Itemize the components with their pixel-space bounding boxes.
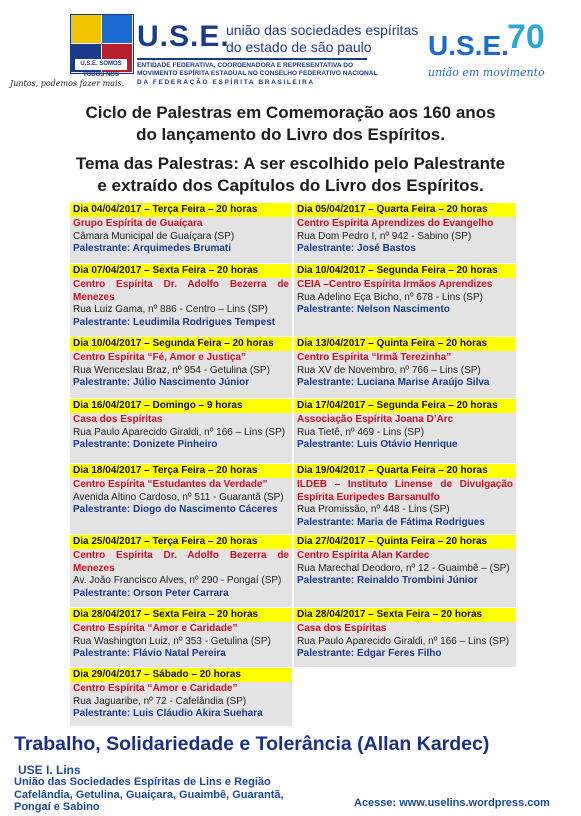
event-date: Dia 27/04/2017 – Quinta Feira – 20 horas xyxy=(294,535,516,549)
event-date: Dia 29/04/2017 – Sábado – 20 horas xyxy=(70,668,292,682)
event-date: Dia 16/04/2017 – Domingo – 9 horas xyxy=(70,399,292,413)
event-date: Dia 17/04/2017 – Segunda Feira – 20 horas xyxy=(294,399,516,413)
slogan: Juntos, podemos fazer mais. xyxy=(10,79,125,88)
footer-org-short: USE I. Lins xyxy=(18,763,81,777)
use70-tagline: união em movimento xyxy=(428,66,545,79)
use70-number: 70 xyxy=(507,18,545,56)
event-address: Rua XV de Novembro, nº 766 – Lins (SP) xyxy=(297,364,481,376)
event-center: Associação Espírita Joana D’Arc xyxy=(297,414,454,425)
footer-line1: União das Sociedades Espíritas de Lins e Região xyxy=(14,776,271,788)
event-speaker: Palestrante: Orson Peter Carrara xyxy=(73,587,229,599)
event-date: Dia 19/04/2017 – Quarta Feira – 20 horas xyxy=(294,464,516,478)
logo-badge-text: U.S.E. SOMOS TODOS NÓS xyxy=(75,59,127,70)
event-card xyxy=(70,264,292,336)
website-link[interactable]: Acesse: www.uselins.wordpress.com xyxy=(354,797,550,809)
event-center: Centro Espírita Alan Kardec xyxy=(297,550,430,561)
event-date: Dia 05/04/2017 – Quarta Feira – 20 horas xyxy=(294,203,516,217)
event-address: Rua Luiz Gama, nº 886 - Centro – Lins (SP) xyxy=(73,304,268,315)
event-speaker: Palestrante: Diogo do Nascimento Cáceres xyxy=(73,504,278,515)
event-address: Rua Wenceslau Braz, nº 954 - Getulina (SP) xyxy=(73,364,270,376)
event-center: Centro Espírita Aprendizes do Evangelho xyxy=(297,218,494,229)
theme-line1: Tema das Palestras: A ser escolhido pelo Palestrante xyxy=(75,154,506,173)
federation-line2: MOVIMENTO ESPÍRITA ESTADUAL NO CONSELHO FEDERATIVO NACIONAL xyxy=(137,70,378,77)
event-address: Rua Jaguaribe, nº 72 - Cafelândia (SP) xyxy=(73,695,247,707)
event-address: Rua Marechal Deodoro, nº 12 - Guaimbê – (SP) xyxy=(297,562,510,574)
event-center: Grupo Espírita de Guaíçara xyxy=(73,218,203,229)
event-card xyxy=(70,608,292,667)
event-center: Casa dos Espíritas xyxy=(73,414,163,425)
event-card xyxy=(294,464,516,534)
event-center: Casa dos Espíritas xyxy=(297,623,387,634)
event-address: Rua Promissão, nº 448 - Lins (SP) xyxy=(297,504,450,515)
event-speaker: Palestrante: Luis Otávio Henrique xyxy=(297,439,458,450)
event-speaker: Palestrante: Nelson Nascimento xyxy=(297,304,450,315)
event-date: Dia 07/04/2017 – Sexta Feira – 20 horas xyxy=(70,264,292,278)
event-address: Rua Dom Pedro I, nº 942 - Sabino (SP) xyxy=(297,230,472,242)
event-card xyxy=(70,399,292,463)
event-card xyxy=(70,668,292,726)
event-card xyxy=(294,535,516,607)
event-center: ILDEB – Instituto Linense de Divulgação Espírita Euripedes Barsanulfo xyxy=(297,479,513,503)
event-center: CEIA –Centro Espírita Irmãos Aprendizes xyxy=(297,279,493,290)
event-address: Rua Washington Luiz, nº 353 - Getulina (SP) xyxy=(73,635,271,647)
event-center: Centro Espírita “Irmã Terezinha” xyxy=(297,352,452,363)
divider xyxy=(137,58,367,60)
footer-line2: Cafelândia, Getulina, Guaiçara, Guaimbê, Guarantã, xyxy=(14,788,284,801)
event-speaker: Palestrante: Júlio Nascimento Júnior xyxy=(73,377,250,388)
event-card xyxy=(294,608,516,667)
theme-title xyxy=(0,153,581,197)
event-center: Centro Espírita “Amor e Caridade” xyxy=(73,683,238,694)
event-date: Dia 10/04/2017 – Segunda Feira – 20 horas xyxy=(70,337,292,351)
event-card xyxy=(294,203,516,263)
event-speaker: Palestrante: Flávio Natal Pereira xyxy=(73,648,226,659)
event-speaker: Palestrante: Arquimedes Brumati xyxy=(73,243,232,254)
event-card xyxy=(294,399,516,463)
event-date: Dia 25/04/2017 – Terça Feira – 20 horas xyxy=(70,535,292,549)
event-card xyxy=(70,535,292,607)
event-address: Rua Paulo Aparecido Giraldi, nº 166 – Lins (SP) xyxy=(73,426,286,438)
event-date: Dia 28/04/2017 – Sexta Feira – 20 horas xyxy=(70,608,292,622)
event-speaker: Palestrante: Maria de Fátima Rodrigues xyxy=(297,516,485,528)
event-date: Dia 13/04/2017 – Quinta Feira – 20 horas xyxy=(294,337,516,351)
footer-org-details xyxy=(14,776,284,814)
event-card xyxy=(70,464,292,534)
event-address: Câmara Municipal de Guaíçara (SP) xyxy=(73,230,235,242)
use-logo-text: U.S.E. xyxy=(137,20,230,53)
motto: Trabalho, Solidariedade e Tolerância (Allan Kardec) xyxy=(14,733,490,755)
event-card xyxy=(294,337,516,398)
event-card xyxy=(70,337,292,398)
theme-line2: e extraído dos Capítulos do Livro dos Espíritos. xyxy=(97,176,484,195)
event-title xyxy=(0,102,581,146)
event-center: Centro Espírita Dr. Adolfo Bezerra de Menezes xyxy=(73,550,289,574)
event-address: Avenida Altino Cardoso, nº 511 - Guarantã (SP) xyxy=(73,491,284,503)
title-line2: do lançamento do Livro dos Espíritos. xyxy=(136,125,445,144)
event-address: Rua Adelino Eça Bicho, nº 678 - Lins (SP) xyxy=(297,291,483,303)
event-center: Centro Espírita “Amor e Caridade” xyxy=(73,623,238,634)
event-card xyxy=(294,264,516,336)
use-somos-todos-logo xyxy=(70,14,134,78)
event-address: Rua Tietê, nº 469 - Lins (SP) xyxy=(297,426,425,438)
event-center: Centro Espírita “Estudantes da Verdade” xyxy=(73,479,268,490)
footer-line3: Pongaí e Sabino xyxy=(14,801,100,813)
event-speaker: Palestrante: Luis Cláudio Akira Suehara xyxy=(73,708,263,719)
event-speaker: Palestrante: Luciana Marise Araújo Silva xyxy=(297,377,490,388)
event-date: Dia 04/04/2017 – Terça Feira – 20 horas xyxy=(70,203,292,217)
title-line1: Ciclo de Palestras em Comemoração aos 160 anos xyxy=(85,103,496,122)
use-full-name-line1: união das sociedades espíritas xyxy=(226,22,419,38)
use-full-name-line2: do estado de são paulo xyxy=(226,39,372,55)
federation-line3: DA FEDERAÇÃO ESPÍRITA BRASILEIRA xyxy=(137,79,315,86)
event-card xyxy=(70,203,292,263)
event-center: Centro Espírita Dr. Adolfo Bezerra de Menezes xyxy=(73,279,289,303)
use70-logo-text: U.S.E. xyxy=(428,30,509,61)
event-date: Dia 10/04/2017 – Segunda Feira – 20 horas xyxy=(294,264,516,278)
event-date: Dia 18/04/2017 – Terça Feira – 20 horas xyxy=(70,464,292,478)
event-speaker: Palestrante: Leudimila Rodrigues Tempest xyxy=(73,316,276,328)
federation-line1: ENTIDADE FEDERATIVA, COORDENADORA E REPRESENTATIVA DO xyxy=(137,62,354,69)
event-address: Rua Paulo Aparecido Giraldi, nº 166 – Lins (SP) xyxy=(297,635,510,647)
event-speaker: Palestrante: Reinaldo Trombini Júnior xyxy=(297,575,478,586)
header xyxy=(0,0,581,98)
event-speaker: Palestrante: Donizete Pinheiro xyxy=(73,439,218,450)
event-address: Av. João Francisco Alves, nº 290 - Pongaí (SP) xyxy=(73,575,282,586)
event-speaker: Palestrante: Edgar Feres Filho xyxy=(297,648,442,659)
event-center: Centro Espírita “Fé, Amor e Justiça” xyxy=(73,352,247,363)
event-speaker: Palestrante: José Bastos xyxy=(297,243,416,254)
event-date: Dia 28/04/2017 – Sexta Feira – 20 horas xyxy=(294,608,516,622)
